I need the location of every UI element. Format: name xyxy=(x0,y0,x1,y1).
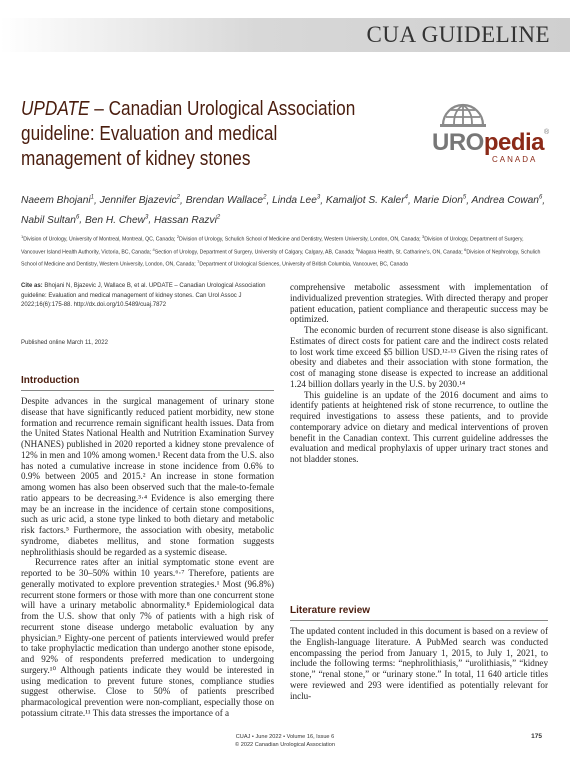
logo-country: CANADA xyxy=(492,155,538,164)
author-affiliation-mark: 6 xyxy=(538,195,543,201)
author-name: Ben H. Chew$^3$ xyxy=(84,214,149,226)
journal-section-label: CUA GUIDELINE xyxy=(366,22,550,47)
affiliation-number: 2 xyxy=(176,234,180,239)
literature-review-text xyxy=(290,626,548,726)
author-name: Kamaljot S. Kaler$^4$ xyxy=(325,195,408,207)
author-affiliation-mark: 5 xyxy=(462,195,467,201)
logo-reg: ® xyxy=(544,129,549,136)
footer-issue: CUAJ • June 2022 • Volume 16, Issue 6 xyxy=(235,734,335,740)
author-name: Andrea Cowan$^6$ xyxy=(471,195,543,207)
paragraph: This guideline is an update of the 2016 document and aims to identify patients at heightened risk of stone recurrence, to outline the required investigations to assess these patients, and to provide contemporary advice on dietary and medical interventions of proven benefit in the Canadian context. This current guideline addresses the evaluation and medical prophylaxis of upper urinary tract stones and not bladder stones. xyxy=(290,389,548,464)
article-title xyxy=(21,97,365,172)
footer xyxy=(0,733,570,749)
section-heading-literature-review: Literature review xyxy=(290,605,371,616)
author-name: Marie Dion$^5$ xyxy=(413,195,467,207)
published-date: Published online March 11, 2022 xyxy=(21,340,108,346)
citation-text: Bhojani N, Bjazevic J, Wallace B, et al. UPDATE – Canadian Urological Association guideline: Evaluation and medical management of kidney stones. Can Urol Assoc J 2022;16(6):175-88. http://dx.doi.org/10.5489/cuaj.7872 xyxy=(21,283,266,308)
intro-column-right xyxy=(290,282,548,594)
footer-copyright: © 2022 Canadian Urological Association xyxy=(235,742,335,748)
author-affiliation-mark: 2 xyxy=(176,195,181,201)
globe-icon xyxy=(440,99,486,129)
author-name: Nabil Sultan$^6$ xyxy=(21,214,80,226)
logo-wordmark xyxy=(432,129,549,157)
affiliations xyxy=(21,232,549,270)
paragraph: Recurrence rates after an initial symptomatic stone event are reported to be 30–50% within 10 years.⁶·⁷ Therefore, patients are generally motivated to explore prevention strategies.¹ Most (96.8%) recurrent stone formers or those with more than one concurrent stone will have a urinary metabolic abnormality.⁸ Epidemiological data from the U.S. show that only 7% of patients with a high risk of recurrent stone disease undergo metabolic evaluation by any physician.⁹ Eighty-one percent of patients interviewed would prefer to take prophylactic medication than undergo another stone episode, and 92% of respondents preferred medication to undergoing surgery.¹⁰ Although patients indicate they would be interested in using medication to prevent future stones, compliance studies suggest otherwise. Close to 50% of patients prescribed pharmacological prevention were non-compliant, especially those on potassium citrate.¹¹ This data stresses the importance of a xyxy=(21,557,274,718)
affiliation-text: Division of Urology, Schulich School of Medicine and Dentistry, Western University, London, ON, Canada; xyxy=(179,236,423,243)
author-affiliation-mark: 2 xyxy=(216,214,221,221)
paragraph: The economic burden of recurrent stone disease is also significant. Estimates of direct costs for patient care and the indirect costs related to lost work time exceed $5 billion USD.¹²·¹³ Given the rising rates of obesity and diabetes and their association with stone formation, the cost of managing stone disease is expected to increase an additional 1.24 billion dollars yearly in the U.S. by 2030.¹⁴ xyxy=(290,325,548,389)
affiliation-text: Niagara Health, St. Catharine’s, ON, Canada; xyxy=(358,249,465,256)
paragraph: Despite advances in the surgical management of urinary stone disease that have significantly reduced patient morbidity, new stone formation and recurrence remain significant health issues. Data from the United States National Health and Nutrition Examination Survey (NHANES) published in 2020 reported a kidney stone prevalence of 12% in men and 10% among women.¹ Recent data from the U.S. also has noted a cumulative increase in stone incidence from 0.6% to 0.9% between 2005 and 2015.² An increase in stone formation among women has also been observed such that the male-to-female ratio appears to be decreasing.³·⁴ Evidence is also emerging there may be an increase in the incidence of certain stone compositions, such as uric acid, a stone type linked to both dietary and metabolic risk factors.⁵ Furthermore, the association with obesity, metabolic syndrome, diabetes mellitus, and stone formation suggests nephrolithiasis should be regarded as a systemic disease. xyxy=(21,396,274,557)
author-list: Naeem Bhojani$^1$, Jennifer Bjazevic$^2$, Brendan Wallace$^2$, Linda Lee$^3$, Kamaljot S. Kaler$^4$, Marie Dion$^5$, Andrea Cowan$^6$, Nabil Sultan$^6$, Ben H. Chew$^3$, Hassan Razvi$^2$ xyxy=(21,195,546,226)
citation-label: Cite as: xyxy=(21,283,43,289)
affiliation-text: Division of Urology, Department of Surgery, Vancouver Island Health Authority, Victoria, BC, Canada; xyxy=(21,236,524,256)
affiliation-number: 3 xyxy=(422,234,425,239)
author-affiliation-mark: 4 xyxy=(404,195,408,201)
affiliation-text: Division of Nephrology, Schulich School of Medicine and Dentistry, Western University, London, ON, Canada; xyxy=(21,249,541,269)
section-rule xyxy=(21,390,274,391)
author-name: Hassan Razvi$^2$ xyxy=(154,214,221,226)
author-name: Brendan Wallace$^2$ xyxy=(185,195,267,207)
affiliation-number: 1 xyxy=(21,234,24,239)
affiliation-text: Section of Urology, Department of Surgery, University of Calgary, Calgary, AB, Canada; xyxy=(154,249,356,256)
affiliation-text: Department of Urological Sciences, University of British Columbia, Vancouver, BC, Canada xyxy=(199,262,409,269)
author-name: Naeem Bhojani$^1$ xyxy=(21,195,94,207)
affiliation-text: Division of Urology, University of Montreal, Montreal, QC, Canada; xyxy=(23,236,177,243)
logo-uro: URO xyxy=(432,129,484,156)
section-rule xyxy=(290,620,548,621)
affiliation-number: 6 xyxy=(464,246,467,252)
page-number: 175 xyxy=(531,733,542,740)
author-name: Jennifer Bjazevic$^2$ xyxy=(99,195,181,207)
citation xyxy=(21,282,283,311)
paragraph: The updated content included in this document is based on a review of the English-language literature. A PubMed search was conducted encompassing the period from January 1, 2015, to July 1, 2021, to include the following terms: “nephrolithiasis,” “urolithiasis,” “kidney stone,” “renal stone,” or “urinary stone.” In total, 11 640 article titles were reviewed and 293 were identified as potentially relevant for inclu- xyxy=(290,626,548,701)
affiliation-number: 5 xyxy=(355,246,359,252)
author-affiliation-mark: 6 xyxy=(75,214,80,221)
affiliation-number: 4 xyxy=(152,246,155,252)
author-affiliation-mark: 1 xyxy=(90,195,94,201)
title-update-word: UPDATE xyxy=(21,98,90,120)
paragraph: comprehensive metabolic assessment with implementation of individualized prevention strategies. With directed therapy and proper patient education, patient compliance and therapeutic success may be optimized. xyxy=(290,282,548,325)
logo-pedia: pedia xyxy=(483,129,545,156)
affiliation-number: 7 xyxy=(197,259,200,265)
author-name: Linda Lee$^3$ xyxy=(272,195,321,207)
title-rest: – Canadian Urological Association guideline: Evaluation and medical management of kidney stones xyxy=(21,98,356,170)
author-affiliation-mark: 3 xyxy=(144,214,149,221)
intro-column-left xyxy=(21,396,274,726)
author-affiliation-mark: 2 xyxy=(263,195,267,201)
section-heading-introduction: Introduction xyxy=(21,375,80,386)
author-affiliation-mark: 3 xyxy=(316,195,321,201)
uropedia-logo xyxy=(432,99,552,169)
